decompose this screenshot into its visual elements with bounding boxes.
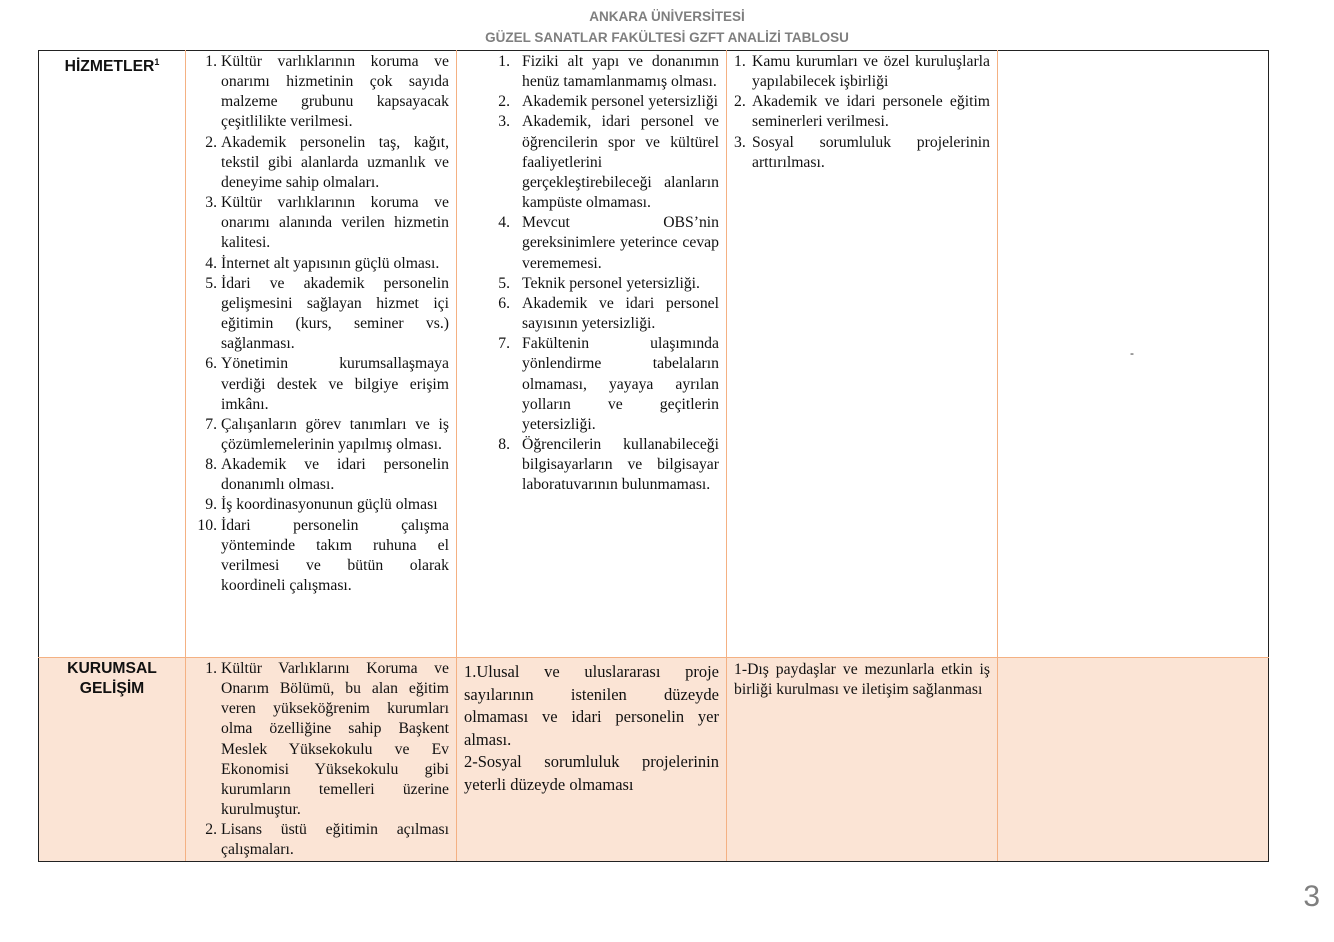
weaknesses-list — [464, 52, 719, 495]
weakness-paragraph: 1.Ulusal ve uluslararası proje sayılarının istenilen düzeyde olmaması ve idari personelin yer alması. — [464, 662, 719, 749]
footnote-marker: 1 — [154, 57, 160, 67]
strengths-cell — [186, 51, 457, 658]
list-item: 1. Fiziki alt yapı ve donanımın henüz tamamlanmamış olması. — [498, 53, 719, 91]
weaknesses-cell — [457, 51, 727, 658]
list-item: 7. Fakültenin ulaşımında yönlendirme tabelaların olmaması, yayaya ayrılan yolların ve geçitlerin yetersizliği. — [498, 335, 719, 433]
opportunity-paragraph: 1-Dış paydaşlar ve mezunlarla etkin iş birliği kurulması ve iletişim sağlanması — [734, 661, 990, 699]
list-item: 8. Öğrencilerin kullanabileceği bilgisayarların ve bilgisayar laboratuvarının bulunmaması. — [498, 435, 719, 494]
strengths-cell — [186, 658, 457, 862]
threats-dash: - — [1130, 346, 1134, 360]
list-item: 4. Mevcut OBS’nin gereksinimlere yeterince cevap verememesi. — [498, 214, 719, 272]
list-item: 3. Kültür varlıklarının koruma ve onarımı alanında verilen hizmetin kalitesi. — [205, 194, 449, 252]
opportunities-cell — [727, 658, 998, 862]
document-title: ANKARA ÜNİVERSİTESİ — [589, 9, 745, 24]
list-item: 2. Akademik personelin taş, kağıt, tekstil gibi alanlarda uzmanlık ve deneyime sahip olmaları. — [205, 133, 449, 191]
opportunities-list — [734, 52, 990, 173]
swot-table — [38, 50, 1269, 862]
list-item: 6. Akademik ve idari personel sayısının yetersizliği. — [498, 294, 719, 333]
list-item: 7. Çalışanların görev tanımları ve iş çözümlemelerinin yapılmış olması. — [205, 415, 449, 453]
list-item: 1. Kültür varlıklarının koruma ve onarımı hizmetinin çok sayıda malzeme grubunu kapsayacak çeşitlilikte verilmesi. — [205, 53, 449, 131]
table-row-kurumsal-gelisim — [39, 658, 1269, 862]
list-item: 6. Yönetimin kurumsallaşmaya verdiği destek ve bilgiye erişim imkânı. — [205, 355, 449, 413]
list-item: 2. Akademik personel yetersizliği — [498, 93, 719, 111]
list-item: 2. Lisans üstü eğitimin açılması çalışmaları. — [205, 821, 449, 859]
row-label-kurumsal-gelisim: KURUMSAL GELİŞİM — [39, 658, 186, 862]
list-item: 2. Akademik ve idari personele eğitim seminerleri verilmesi. — [734, 93, 990, 131]
list-item: 8. Akademik ve idari personelin donanımlı olması. — [205, 456, 449, 494]
strengths-list — [193, 659, 449, 861]
list-item: 1. Kamu kurumları ve özel kuruluşlarla yapılabilecek işbirliği — [734, 53, 990, 91]
list-item: 10. İdari personelin çalışma yönteminde takım ruhuna el verilmesi ve bütün olarak koordineli çalışması. — [197, 516, 449, 595]
list-item: 3. Akademik, idari personel ve öğrencilerin spor ve kültürel faaliyetlerini gerçekleştirebileceği alanların kampüste olmaması. — [498, 113, 719, 212]
weakness-paragraph: 2-Sosyal sorumluluk projelerinin yeterli düzeyde olmaması — [464, 752, 719, 794]
list-item: 3. Sosyal sorumluluk projelerinin arttırılması. — [734, 133, 990, 171]
strengths-list — [193, 52, 449, 596]
list-item: 5. Teknik personel yetersizliği. — [498, 274, 700, 292]
weaknesses-cell — [457, 658, 727, 862]
opportunities-cell — [727, 51, 998, 658]
threats-cell — [998, 658, 1269, 862]
page-number: 3 — [1303, 880, 1320, 913]
list-item: 4. İnternet alt yapısının güçlü olması. — [205, 254, 440, 272]
row-label-hizmetler: HİZMETLER$^1$ — [39, 51, 186, 658]
document-subtitle: GÜZEL SANATLAR FAKÜLTESİ GZFT ANALİZİ TABLOSU — [485, 30, 849, 45]
list-item: 9. İş koordinasyonunun güçlü olması — [205, 496, 438, 514]
list-item: 1. Kültür Varlıklarını Koruma ve Onarım Bölümü, bu alan eğitim veren yükseköğrenim kurumları olma özelliğine sahip Başkent Meslek Yüksekokulu ve Ev Ekonomisi Yüksekokulu gibi kurumların temelleri üzerine kurulmuştur. — [205, 660, 449, 819]
table-row-hizmetler — [39, 51, 1269, 658]
list-item: 5. İdari ve akademik personelin gelişmesini sağlayan hizmet içi eğitimin (kurs, seminer vs.) sağlanması. — [205, 274, 449, 353]
